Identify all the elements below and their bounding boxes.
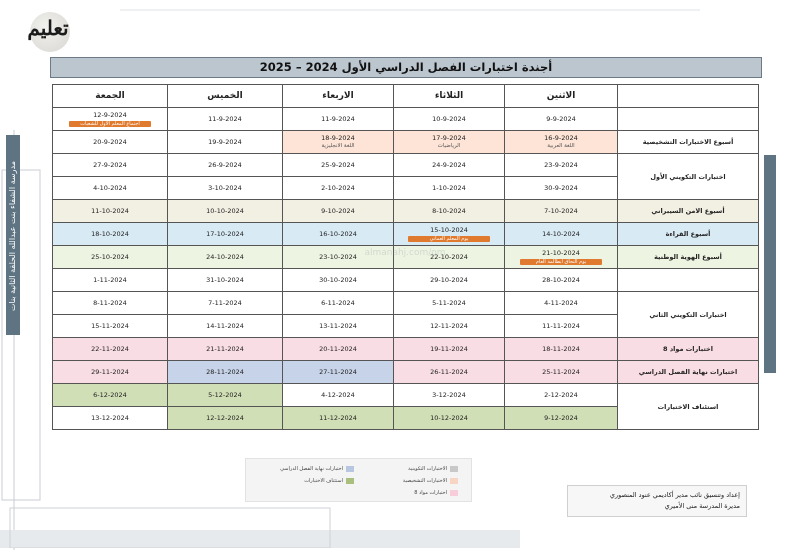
date-cell [283,154,394,177]
date-text: 9-12-2024 [544,413,578,422]
date-text: 21-11-2024 [206,344,244,353]
table-row [53,154,759,177]
table-row [53,223,759,246]
date-text: 18-10-2024 [91,229,129,238]
legend-label: اختبارات مواد 8 [414,490,447,496]
date-text: 19-9-2024 [208,137,242,146]
date-cell [283,361,394,384]
date-text: 28-10-2024 [542,275,580,284]
date-cell [505,315,618,338]
date-text: 7-10-2024 [544,206,578,215]
date-cell [394,361,505,384]
date-text: 6-11-2024 [321,298,355,307]
date-text: 11-10-2024 [91,206,129,215]
date-cell [283,200,394,223]
date-text: 15-10-2024 [430,226,468,234]
prepared-by: إعداد وتنسيق نائب مدير أكاديمي عنود المنصوري [609,491,740,499]
legend-label: الاختبارات التكوينية [408,466,447,472]
legend-item [358,465,458,473]
week-label: أسبوع الامن السيبراني [618,200,759,223]
legend-swatch [346,478,354,484]
date-cell [168,154,283,177]
date-text: 23-9-2024 [544,160,578,169]
date-text: 3-12-2024 [432,390,466,399]
date-cell [394,384,505,407]
date-text: 21-10-2024 [542,249,580,257]
date-text: 24-10-2024 [206,252,244,261]
legend-label: الاختبارات التشخيصية [402,478,447,484]
date-cell [505,108,618,131]
decorative-frame-top [120,0,700,40]
date-text: 16-10-2024 [319,229,357,238]
table-row [53,361,759,384]
date-text: 13-12-2024 [91,413,129,422]
date-text: 10-12-2024 [430,413,468,422]
date-text: 20-9-2024 [93,137,127,146]
page-title: أجندة اختبارات الفصل الدراسي الأول 2024 – 2025 [50,57,762,78]
day-header-friday: الجمعة [53,85,168,108]
logo [22,8,72,52]
table-row [53,200,759,223]
date-text: 1-10-2024 [432,183,466,192]
event-note-badge: اجتماع المعلم الأول للشعبات [69,121,151,127]
date-cell [505,246,618,269]
date-cell [53,407,168,430]
date-cell [53,131,168,154]
date-cell [53,384,168,407]
date-cell [505,338,618,361]
date-text: 18-9-2024 [321,134,355,142]
week-label: استئناف الاختبارات [618,384,759,430]
date-cell [394,407,505,430]
week-label [618,269,759,292]
legend-item [358,477,458,485]
date-text: 5-12-2024 [208,390,242,399]
date-cell [168,384,283,407]
date-text: 11-12-2024 [319,413,357,422]
date-cell [53,315,168,338]
date-text: 22-10-2024 [430,252,468,261]
date-text: 14-11-2024 [206,321,244,330]
date-text: 9-10-2024 [321,206,355,215]
right-accent-bar [764,155,776,373]
date-text: 8-10-2024 [432,206,466,215]
date-text: 11-9-2024 [321,114,355,123]
date-text: 13-11-2024 [319,321,357,330]
date-text: 30-9-2024 [544,183,578,192]
date-cell [168,407,283,430]
week-label: اختبارات نهاية الفصل الدراسي [618,361,759,384]
week-label: أسبوع القراءة [618,223,759,246]
week-label [618,108,759,131]
date-cell [168,177,283,200]
date-cell [53,361,168,384]
date-text: 10-9-2024 [432,114,466,123]
date-text: 19-11-2024 [430,344,468,353]
week-label: أسبوع الهوية الوطنية [618,246,759,269]
date-text: 26-9-2024 [208,160,242,169]
date-cell [394,315,505,338]
date-text: 15-11-2024 [91,321,129,330]
date-cell [505,154,618,177]
date-text: 29-10-2024 [430,275,468,284]
date-text: 25-9-2024 [321,160,355,169]
day-header-thursday: الخميس [168,85,283,108]
table-row [53,108,759,131]
sidebar-school-name: مدرسة الشفاء بنت عبدالله الحلقة الثانية بنات [8,161,17,311]
day-header-tuesday: الثلاثاء [394,85,505,108]
date-text: 25-10-2024 [91,252,129,261]
event-note-badge: يوم المعلم العماني [408,236,490,242]
week-label: اختبارات التكويني الثاني [618,292,759,338]
date-text: 26-11-2024 [430,367,468,376]
week-label: اختبارات مواد 8 [618,338,759,361]
date-text: 9-9-2024 [546,114,576,123]
header-row [53,85,759,108]
date-cell [283,223,394,246]
date-cell [168,131,283,154]
date-cell [505,223,618,246]
date-text: 4-10-2024 [93,183,127,192]
date-cell [394,200,505,223]
date-cell [394,108,505,131]
date-cell [394,154,505,177]
date-text: 31-10-2024 [206,275,244,284]
date-cell [53,177,168,200]
date-text: 27-11-2024 [319,367,357,376]
date-text: 24-9-2024 [432,160,466,169]
date-cell [505,200,618,223]
date-text: 11-11-2024 [542,321,580,330]
date-cell [53,269,168,292]
date-cell [283,407,394,430]
principal-name: مديرة المدرسة منى الأميري [664,502,740,510]
date-text: 12-11-2024 [430,321,468,330]
date-text: 7-11-2024 [208,298,242,307]
legend-label: استئناف الاختبارات [304,478,343,484]
date-cell [53,338,168,361]
date-cell [53,292,168,315]
date-cell [168,108,283,131]
date-text: 16-9-2024 [544,134,578,142]
event-note-badge: يوم التحاق ابطالمة العام [520,259,602,265]
date-cell [53,154,168,177]
legend-swatch [450,478,458,484]
subject-text: الرياضيات [437,143,461,149]
date-text: 25-11-2024 [542,367,580,376]
date-cell [168,292,283,315]
date-cell [394,177,505,200]
date-text: 17-10-2024 [206,229,244,238]
date-text: 30-10-2024 [319,275,357,284]
legend-item [254,465,354,473]
date-cell [394,223,505,246]
date-cell [505,292,618,315]
date-text: 8-11-2024 [93,298,127,307]
table-row [53,384,759,407]
day-header-monday: الاثنين [505,85,618,108]
date-cell [283,131,394,154]
legend-label: اختبارات نهاية الفصل الدراسي [280,466,343,472]
date-cell [394,338,505,361]
date-cell [505,269,618,292]
date-text: 1-11-2024 [93,275,127,284]
date-cell [53,223,168,246]
date-cell [283,384,394,407]
date-cell [505,177,618,200]
sidebar-band [6,135,20,335]
table-row [53,338,759,361]
date-text: 4-11-2024 [544,298,578,307]
date-text: 2-10-2024 [321,183,355,192]
date-text: 10-10-2024 [206,206,244,215]
date-cell [283,315,394,338]
date-text: 27-9-2024 [93,160,127,169]
table-row [53,131,759,154]
date-text: 29-11-2024 [91,367,129,376]
date-cell [168,246,283,269]
date-cell [168,315,283,338]
date-cell [505,407,618,430]
date-cell [168,269,283,292]
date-text: 20-11-2024 [319,344,357,353]
decorative-frame-bottom [0,500,520,548]
date-cell [394,131,505,154]
legend-swatch [346,466,354,472]
date-text: 18-11-2024 [542,344,580,353]
date-cell [168,338,283,361]
week-label: اختبارات التكويني الأول [618,154,759,200]
date-cell [168,200,283,223]
prepared-by-box [567,485,747,517]
date-cell [53,108,168,131]
date-cell [168,361,283,384]
date-text: 11-9-2024 [208,114,242,123]
logo-text: تعليم [27,16,69,40]
date-text: 12-9-2024 [93,111,127,119]
date-cell [283,177,394,200]
date-text: 28-11-2024 [206,367,244,376]
date-text: 12-12-2024 [206,413,244,422]
legend [245,458,472,502]
subject-text: اللغة الانجليزية [321,143,355,149]
date-cell [505,384,618,407]
date-text: 22-11-2024 [91,344,129,353]
date-text: 14-10-2024 [542,229,580,238]
week-label: أسبوع الاختبارات التشخيصية [618,131,759,154]
date-cell [283,338,394,361]
date-text: 2-12-2024 [544,390,578,399]
watermark: almanahj.com/om [364,248,446,258]
legend-swatch [450,490,458,496]
legend-item [254,477,354,485]
legend-swatch [450,466,458,472]
date-text: 4-12-2024 [321,390,355,399]
date-cell [505,131,618,154]
day-header-wednesday: الاربعاء [283,85,394,108]
legend-item [358,489,458,497]
date-text: 17-9-2024 [432,134,466,142]
date-cell [53,246,168,269]
date-text: 6-12-2024 [93,390,127,399]
date-text: 23-10-2024 [319,252,357,261]
date-text: 3-10-2024 [208,183,242,192]
date-cell [505,361,618,384]
date-text: 5-11-2024 [432,298,466,307]
date-cell [283,108,394,131]
date-cell [168,223,283,246]
subject-text: اللغة العربية [547,143,575,149]
label-header [618,85,759,108]
date-cell [53,200,168,223]
